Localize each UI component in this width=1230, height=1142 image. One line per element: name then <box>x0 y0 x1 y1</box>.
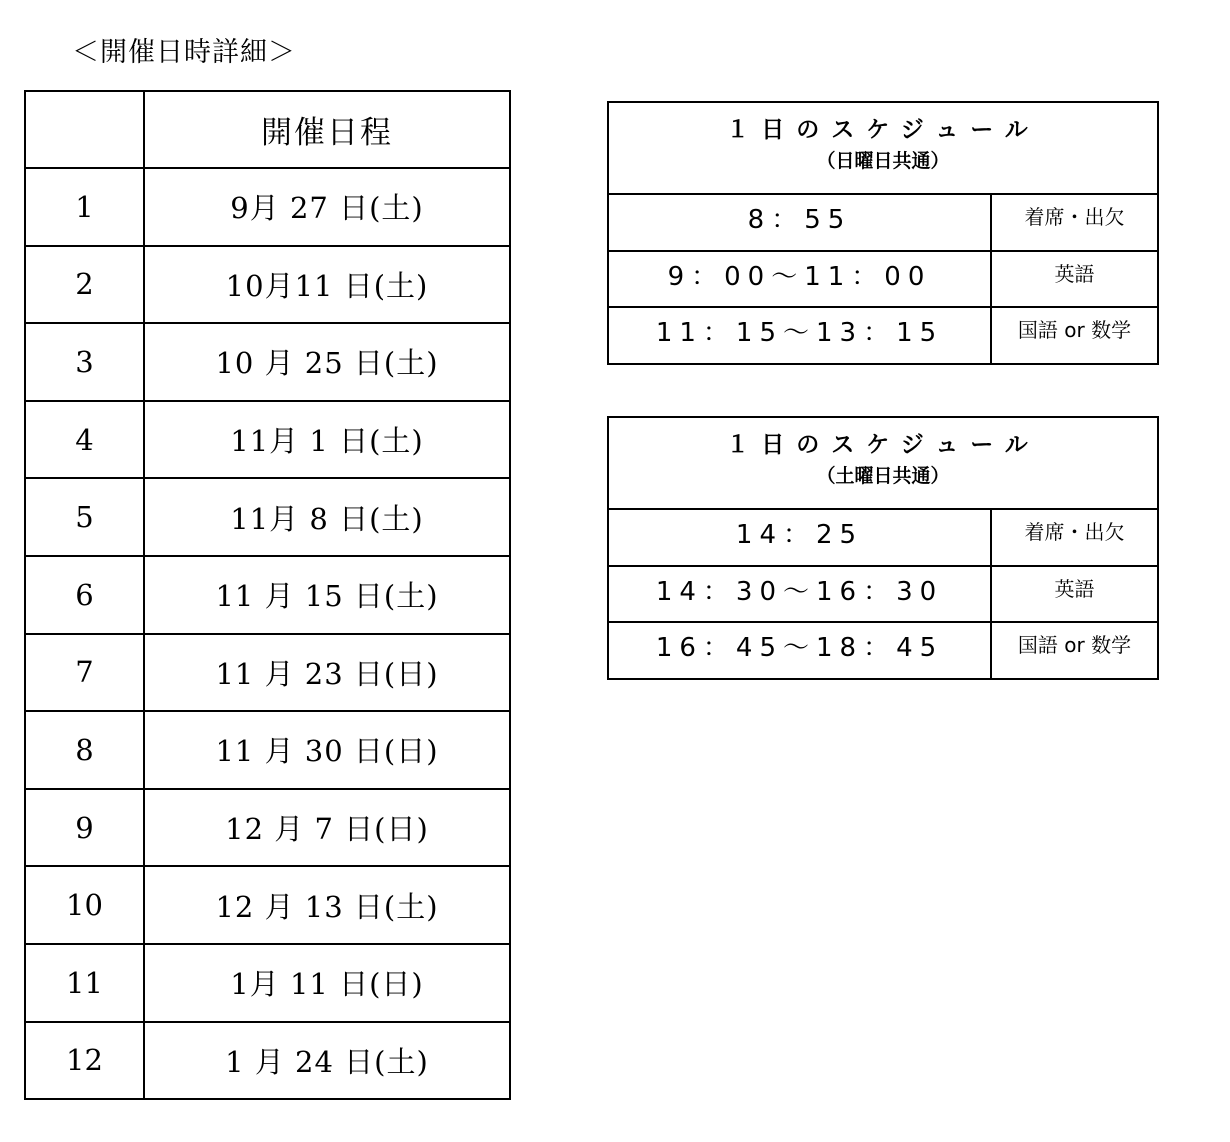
session-date: 11月 8 日(土) <box>144 478 510 556</box>
table-row <box>25 1022 510 1100</box>
slot-time: 14：25 <box>608 509 991 566</box>
schedule-title-row <box>608 417 1158 509</box>
slot-time: 9：00～11：00 <box>608 251 991 308</box>
slot-time: 16：45～18：45 <box>608 622 991 679</box>
table-row <box>25 478 510 556</box>
slot-time: 14：30～16：30 <box>608 566 991 623</box>
session-number: 4 <box>25 401 144 479</box>
session-date: 9月 27 日(土) <box>144 168 510 246</box>
session-date: 11 月 30 日(日) <box>144 711 510 789</box>
session-number: 9 <box>25 789 144 867</box>
session-number: 7 <box>25 634 144 712</box>
saturday-schedule-table <box>607 416 1159 680</box>
table-row <box>25 711 510 789</box>
slot-activity: 国語 or 数学 <box>991 307 1158 364</box>
table-row <box>25 401 510 479</box>
header-empty-cell <box>25 91 144 168</box>
slot-time: 11：15～13：15 <box>608 307 991 364</box>
session-date: 11 月 23 日(日) <box>144 634 510 712</box>
schedule-subtitle: （日曜日共通） <box>816 150 950 172</box>
slot-activity: 着席・出欠 <box>991 194 1158 251</box>
schedule-row <box>608 509 1158 566</box>
session-date: 1月 11 日(日) <box>144 944 510 1022</box>
slot-activity: 着席・出欠 <box>991 509 1158 566</box>
slot-activity: 英語 <box>991 566 1158 623</box>
schedule-row <box>608 194 1158 251</box>
session-number: 6 <box>25 556 144 634</box>
table-row <box>25 556 510 634</box>
schedule-title-cell <box>608 102 1158 194</box>
session-number: 1 <box>25 168 144 246</box>
event-dates-table <box>24 90 511 1100</box>
schedule-subtitle: （土曜日共通） <box>816 465 950 487</box>
session-date: 11月 1 日(土) <box>144 401 510 479</box>
sunday-schedule-table <box>607 101 1159 365</box>
session-number: 5 <box>25 478 144 556</box>
session-number: 10 <box>25 866 144 944</box>
table-row <box>25 323 510 401</box>
table-row <box>25 168 510 246</box>
page-heading: ＜開催日時詳細＞ <box>72 37 296 68</box>
slot-activity: 国語 or 数学 <box>991 622 1158 679</box>
schedule-title-cell <box>608 417 1158 509</box>
session-date: 12 月 7 日(日) <box>144 789 510 867</box>
schedule-title: １日のスケジュール <box>726 432 1040 458</box>
table-header-row <box>25 91 510 168</box>
table-row <box>25 866 510 944</box>
schedule-title: １日のスケジュール <box>726 117 1040 143</box>
session-date: 10 月 25 日(土) <box>144 323 510 401</box>
session-number: 11 <box>25 944 144 1022</box>
schedule-row <box>608 307 1158 364</box>
schedule-row <box>608 251 1158 308</box>
session-date: 12 月 13 日(土) <box>144 866 510 944</box>
table-row <box>25 789 510 867</box>
table-row <box>25 944 510 1022</box>
table-row <box>25 246 510 324</box>
schedule-row <box>608 622 1158 679</box>
slot-time: 8：55 <box>608 194 991 251</box>
schedule-row <box>608 566 1158 623</box>
session-number: 3 <box>25 323 144 401</box>
header-schedule-label: 開催日程 <box>144 91 510 168</box>
slot-activity: 英語 <box>991 251 1158 308</box>
session-date: 10月11 日(土) <box>144 246 510 324</box>
session-date: 11 月 15 日(土) <box>144 556 510 634</box>
table-row <box>25 634 510 712</box>
schedule-title-row <box>608 102 1158 194</box>
session-number: 12 <box>25 1022 144 1100</box>
session-date: 1 月 24 日(土) <box>144 1022 510 1100</box>
session-number: 8 <box>25 711 144 789</box>
session-number: 2 <box>25 246 144 324</box>
